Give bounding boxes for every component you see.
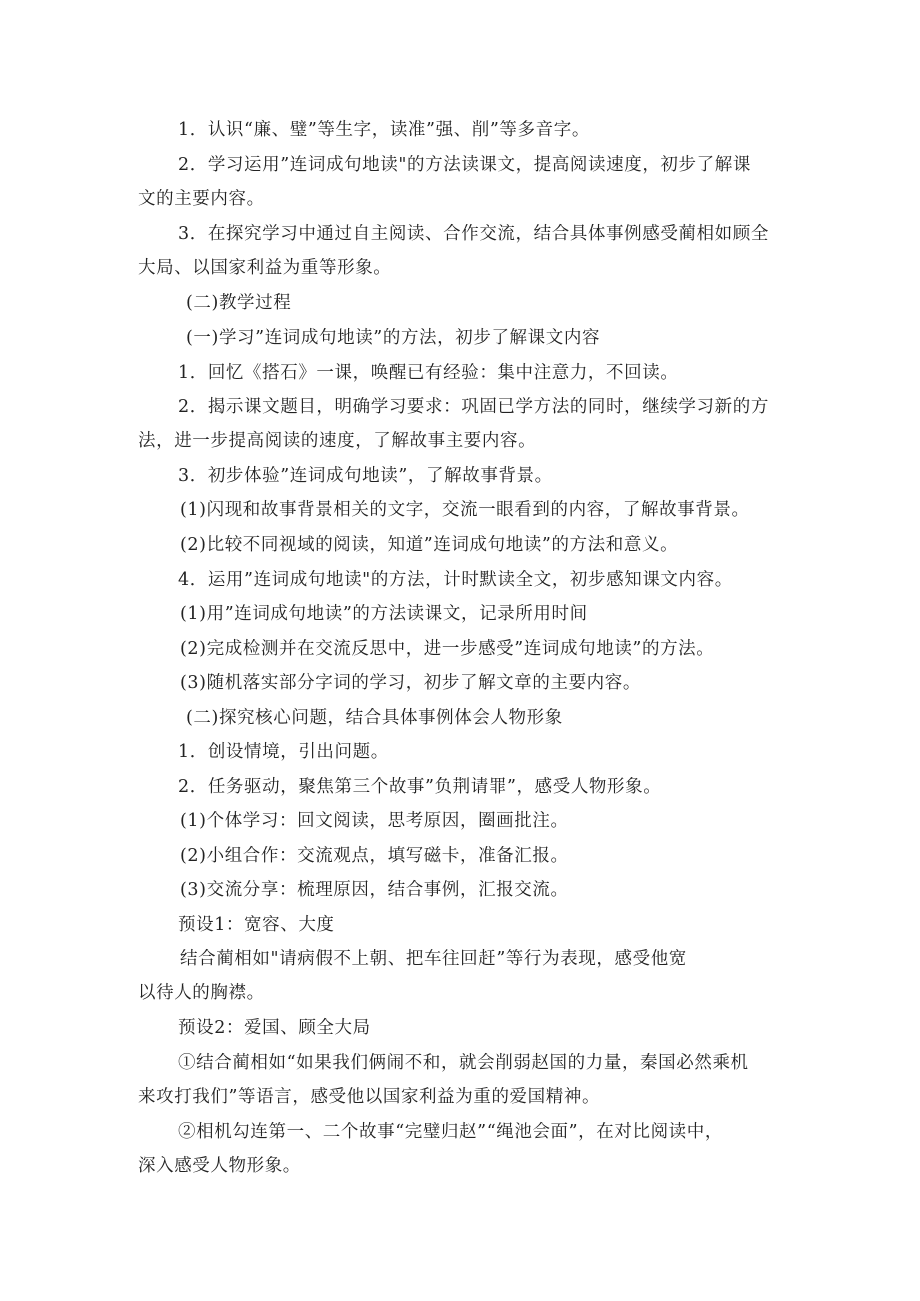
objective-1: 1．认识“廉、璧”等生字，读准”强、削”等多音字。 — [178, 120, 590, 140]
part2-item-3: (3)交流分享：梳理原因，结合事例，汇报交流。 — [180, 880, 569, 900]
step-4: 4．运用”连词成句地读"的方法，计时默读全文，初步感知课文内容。 — [178, 570, 733, 590]
objective-2: 2．学习运用”连词成句地读"的方法读课文，提高阅读速度，初步了解课 — [178, 155, 751, 175]
step-3-item-1: (1)闪现和故事背景相关的文字，交流一眼看到的内容，了解故事背景。 — [180, 500, 750, 520]
part2-item-2: (2)小组合作：交流观点，填写磁卡，准备汇报。 — [180, 846, 569, 866]
objective-2-cont: 文的主要内容。 — [138, 189, 265, 209]
step-3: 3．初步体验”连词成句地读”，了解故事背景。 — [178, 466, 553, 486]
section-heading-teaching-process: (二)教学过程 — [186, 293, 292, 313]
preset-2-point-2-cont: 深入感受人物形象。 — [138, 1156, 301, 1176]
objective-3-cont: 大局、以国家利益为重等形象。 — [138, 258, 392, 278]
preset-2-point-2: ②相机勾连第一、二个故事“完璧归赵”“绳池会面”，在对比阅读中， — [178, 1122, 723, 1142]
step-2-cont: 法，进一步提高阅读的速度，了解故事主要内容。 — [138, 431, 537, 451]
step-4-item-3: (3)随机落实部分字词的学习，初步了解文章的主要内容。 — [180, 673, 641, 693]
part2-item-1: (1)个体学习：回文阅读，思考原因，圈画批注。 — [180, 811, 569, 831]
part2-step-1: 1．创设情境，引出问题。 — [178, 742, 389, 762]
step-3-item-2: (2)比较不同视域的阅读，知道”连词成句地读”的方法和意义。 — [180, 535, 679, 555]
objective-3: 3．在探究学习中通过自主阅读、合作交流，结合具体事例感受蔺相如顾全 — [178, 224, 769, 244]
preset-2-point-1-cont: 来攻打我们”等语言，感受他以国家利益为重的爱国精神。 — [138, 1087, 601, 1107]
preset-2-point-1: ①结合蔺相如“如果我们俩闹不和，就会削弱赵国的力量，秦国必然乘机 — [178, 1053, 749, 1073]
preset-1-text-cont: 以待人的胸襟。 — [138, 983, 265, 1003]
preset-1-text: 结合蔺相如"请病假不上朝、把车往回赶”等行为表现，感受他宽 — [180, 949, 687, 969]
preset-2-heading: 预设2：爱国、顾全大局 — [178, 1018, 371, 1038]
step-2: 2．揭示课文题目，明确学习要求：巩固已学方法的同时，继续学习新的方 — [178, 397, 769, 417]
subsection-heading-2: (二)探究核心问题，结合具体事例体会人物形象 — [186, 708, 563, 728]
preset-1-heading: 预设1：宽容、大度 — [178, 915, 335, 935]
part2-step-2: 2．任务驱动，聚焦第三个故事”负荆请罪”，感受人物形象。 — [178, 777, 662, 797]
subsection-heading-1: (一)学习”连词成句地读”的方法，初步了解课文内容 — [186, 328, 601, 348]
step-1: 1．回忆《搭石》一课，唤醒已有经验：集中注意力，不回读。 — [178, 363, 679, 383]
step-4-item-2: (2)完成检测并在交流反思中，进一步感受”连词成句地读”的方法。 — [180, 639, 715, 659]
step-4-item-1: (1)用”连词成句地读”的方法读课文，记录所用时间 — [180, 604, 588, 624]
